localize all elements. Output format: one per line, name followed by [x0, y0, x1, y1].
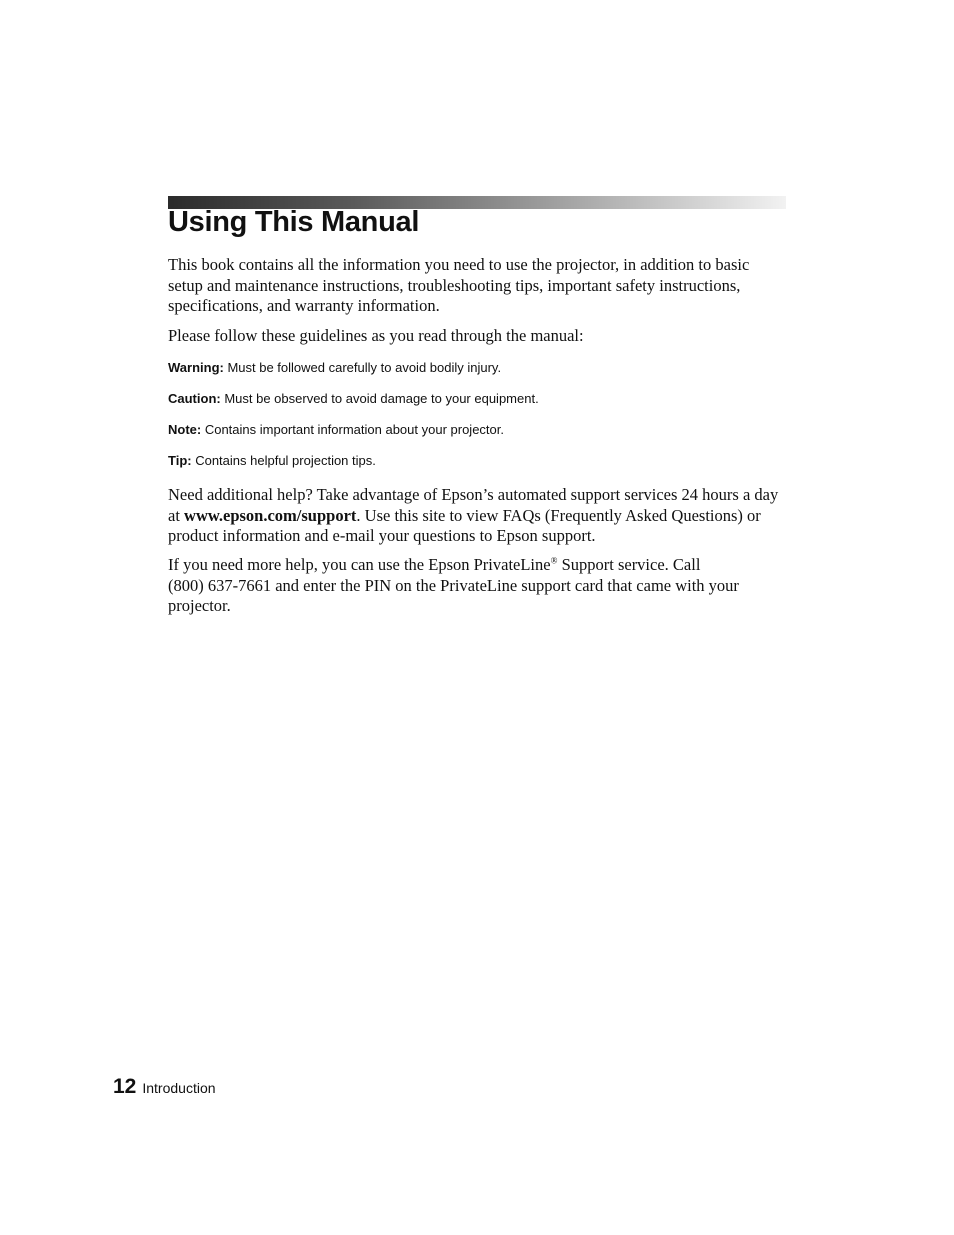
guidelines-intro: Please follow these guidelines as you read through the manual: — [168, 326, 584, 345]
page-title: Using This Manual — [168, 206, 420, 238]
privateline-text-before: If you need more help, you can use the Epson PrivateLine — [168, 555, 551, 574]
warning-guideline — [168, 360, 788, 376]
privateline-paragraph — [168, 555, 788, 617]
page-number: 12 — [113, 1075, 137, 1098]
caution-text: Must be observed to avoid damage to your equipment. — [220, 391, 539, 406]
page-footer — [113, 1075, 216, 1099]
support-text-before: Need additional help? Take advantage of Epson’s automated support services 24 hours a day at — [168, 485, 779, 525]
note-term: Note: — [168, 422, 202, 437]
support-paragraph — [168, 485, 790, 547]
tip-term: Tip: — [168, 453, 192, 468]
support-link[interactable]: www.epson.com/support — [184, 505, 357, 525]
privateline-text-line1: Support service. Call — [557, 555, 701, 574]
tip-guideline — [168, 453, 788, 469]
warning-term: Warning: — [168, 360, 224, 375]
intro-paragraph: This book contains all the information you need to use the projector, in addition to basic setup and maintenance instructions, troubleshooting tips, important safety instructions, specifications, and warranty information. — [168, 255, 750, 315]
warning-text: Must be followed carefully to avoid bodily injury. — [223, 360, 502, 375]
support-text-after: . Use this site to view FAQs (Frequently Asked Questions) or product information and e-mail your questions to Epson support. — [168, 505, 761, 545]
note-text: Contains important information about your projector. — [201, 422, 504, 437]
caution-term: Caution: — [168, 391, 221, 406]
caution-guideline — [168, 391, 788, 407]
note-guideline — [168, 422, 788, 438]
tip-text: Contains helpful projection tips. — [191, 453, 376, 468]
section-name: Introduction — [142, 1080, 216, 1096]
registered-mark: ® — [550, 555, 558, 566]
privateline-text-line2: (800) 637-7661 and enter the PIN on the PrivateLine support card that came with your projector. — [168, 575, 739, 615]
